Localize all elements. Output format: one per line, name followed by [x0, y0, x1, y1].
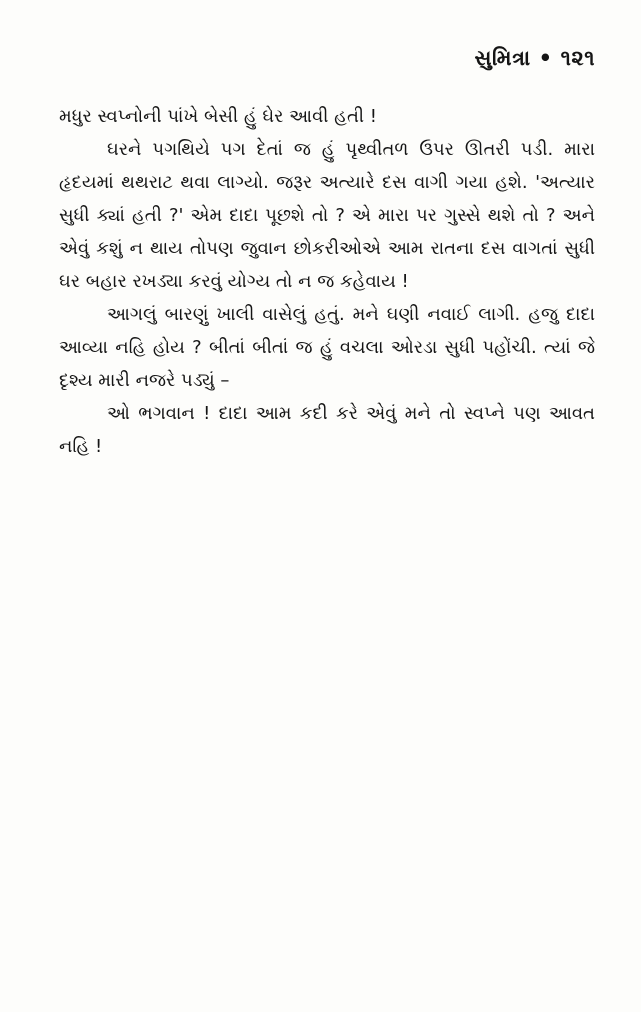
- paragraph-3: આગલું બારણું ખાલી વાસેલું હતું. મને ઘણી નવાઈ લાગી. હજુ દાદા આવ્યા નહિ હોય ? બીતાં બીતાં જ હું વચલા ઓરડા સુધી પહોંચી. ત્યાં જે દૃશ્ય મારી નજરે પડ્યું –: [59, 304, 595, 391]
- paragraph-4: ઓ ભગવાન ! દાદા આમ કદી કરે એવું મને તો સ્વપ્ને પણ આવત નહિ !: [59, 403, 595, 457]
- paragraph-2: ઘરને પગથિયે પગ દેતાં જ હું પૃથ્વીતળ ઉપર ઊતરી પડી. મારા હૃદયમાં થથરાટ થવા લાગ્યો. જરૂર અત્યારે દસ વાગી ગયા હશે. 'અત્યાર સુધી ક્યાં હતી ?' એમ દાદા પૂછશે તો ? એ મારા પર ગુસ્સે થશે તો ? અને એવું કશું ન થાય તોપણ જુવાન છોકરીઓએ આમ રાતના દસ વાગતાં સુધી ઘર બહાર રખડ્યા કરવું યોગ્ય તો ન જ કહેવાય !: [59, 139, 595, 292]
- page-number: ૧૨૧: [560, 46, 595, 70]
- body-text: [59, 100, 595, 463]
- header-separator: •: [538, 46, 553, 70]
- running-header: [474, 46, 595, 71]
- paragraph-1: મધુર સ્વપ્નોની પાંખે બેસી હું ઘેર આવી હતી !: [59, 106, 377, 127]
- chapter-title: સુમિત્રા: [474, 46, 531, 70]
